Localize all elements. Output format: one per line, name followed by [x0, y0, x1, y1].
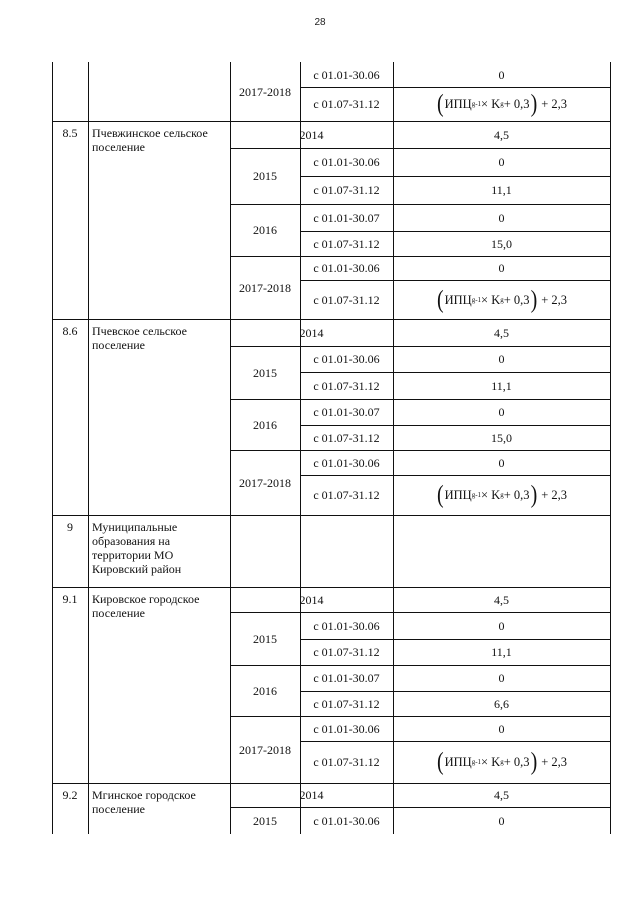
index-value: 0	[498, 155, 505, 169]
period-year: 2016	[253, 417, 277, 432]
date-range: с 01.01-30.06	[313, 352, 380, 366]
period-year: 2015	[253, 365, 277, 380]
formula-subscript: g	[500, 491, 504, 499]
row-number	[52, 62, 88, 121]
formula-subscript: g-1	[471, 491, 482, 499]
row-number: 8.5	[62, 126, 78, 140]
formula-addend: + 0,3	[503, 292, 530, 307]
index-formula	[393, 87, 610, 121]
period-year: 2015	[253, 631, 277, 646]
date-range: с 01.01-30.06	[313, 455, 380, 470]
date-range: с 01.01-30.06	[313, 618, 380, 633]
date-range: с 01.07-31.12	[313, 696, 380, 711]
row-number: 9.2	[62, 788, 78, 802]
index-value: 0	[498, 618, 505, 633]
index-value: 4,5	[494, 325, 509, 340]
index-value: 0	[498, 813, 505, 828]
formula-ipc: ИПЦ	[444, 97, 472, 111]
period-year: 2015	[253, 813, 277, 828]
formula-subscript: g	[500, 100, 504, 108]
index-value: 4,5	[494, 127, 509, 142]
date-range: с 01.01-30.06	[313, 155, 380, 169]
index-value: 15,0	[491, 430, 512, 445]
formula-addend: + 0,3	[503, 97, 530, 111]
formula-addend: + 0,3	[503, 488, 530, 502]
index-value: 11,1	[491, 645, 512, 659]
index-formula	[393, 280, 610, 319]
date-range: с 01.07-31.12	[313, 755, 380, 769]
date-range: с 01.07-31.12	[313, 292, 380, 307]
date-range: с 01.07-31.12	[313, 488, 380, 502]
row-number: 8.6	[62, 324, 78, 338]
date-range: с 01.01-30.07	[313, 671, 380, 685]
year-2014-label: 2014	[299, 788, 324, 802]
formula-paren: )	[530, 748, 538, 776]
index-value: 0	[498, 352, 505, 366]
index-value: 0	[498, 671, 505, 685]
settlement-name	[88, 62, 230, 121]
settlement-name: Мгинское городское поселение	[92, 788, 196, 816]
date-range: с 01.07-31.12	[313, 183, 380, 197]
year-2014-label: 2014	[299, 325, 324, 340]
year-2014-label: 2014	[299, 127, 324, 142]
formula-coefficient: × K	[481, 292, 501, 307]
date-range: с 01.01-30.06	[313, 67, 380, 82]
date-range: с 01.07-31.12	[313, 97, 380, 111]
period-year: 2017-2018	[239, 280, 291, 295]
settlement-name: Пчевское сельское поселение	[92, 324, 187, 352]
period-year: 2015	[253, 169, 277, 183]
formula-coefficient: × K	[481, 755, 501, 769]
index-value: 0	[498, 67, 505, 82]
formula-paren: (	[436, 481, 444, 509]
year-2014-label: 2014	[299, 592, 324, 607]
settlement-name: Пчевжинское сельское поселение	[92, 126, 208, 154]
date-range: с 01.07-31.12	[313, 378, 380, 393]
index-formula	[393, 475, 610, 515]
formula-suffix: + 2,3	[541, 755, 568, 769]
settlement-name: Кировское городское поселение	[92, 592, 200, 620]
formula-ipc: ИПЦ	[444, 488, 472, 502]
period-year: 2016	[253, 223, 277, 237]
formula-subscript: g-1	[471, 100, 482, 108]
formula-subscript: g-1	[471, 295, 482, 304]
date-range: с 01.01-30.07	[313, 210, 380, 225]
formula-subscript: g	[500, 295, 504, 304]
index-value: 0	[498, 261, 505, 275]
index-value: 4,5	[494, 788, 509, 802]
period-year: 2017-2018	[239, 742, 291, 757]
formula-suffix: + 2,3	[541, 292, 568, 307]
index-value: 15,0	[491, 236, 512, 251]
formula-ipc: ИПЦ	[444, 292, 472, 307]
index-value: 6,6	[494, 696, 509, 711]
formula-paren: )	[530, 285, 538, 314]
index-value: 4,5	[494, 592, 509, 607]
index-formula	[393, 741, 610, 783]
formula-paren: (	[436, 748, 444, 776]
date-range: с 01.07-31.12	[313, 430, 380, 445]
formula-subscript: g-1	[471, 758, 482, 766]
period-year: 2017-2018	[239, 84, 291, 99]
page-number: 28	[314, 17, 326, 28]
row-number: 9	[67, 520, 73, 534]
period-year: 2016	[253, 683, 277, 698]
date-range: с 01.01-30.07	[313, 405, 380, 419]
formula-addend: + 0,3	[503, 755, 530, 769]
formula-coefficient: × K	[481, 488, 501, 502]
index-value: 0	[498, 721, 505, 736]
index-value: 0	[498, 455, 505, 470]
formula-paren: )	[530, 90, 538, 118]
formula-coefficient: × K	[481, 97, 501, 111]
table-rule	[300, 515, 301, 587]
formula-suffix: + 2,3	[541, 488, 568, 502]
settlement-name: Муниципальные образования на территории МО Кировский район	[92, 520, 182, 576]
date-range: с 01.01-30.06	[313, 813, 380, 828]
index-value: 11,1	[491, 183, 512, 197]
formula-suffix: + 2,3	[541, 97, 568, 111]
index-value: 11,1	[491, 378, 512, 393]
formula-subscript: g	[500, 758, 504, 766]
formula-paren: (	[436, 285, 444, 314]
row-number: 9.1	[62, 592, 78, 606]
formula-ipc: ИПЦ	[444, 755, 472, 769]
date-range: с 01.01-30.06	[313, 261, 380, 275]
formula-paren: )	[530, 481, 538, 509]
date-range: с 01.07-31.12	[313, 645, 380, 659]
period-year: 2017-2018	[239, 475, 291, 490]
formula-paren: (	[436, 90, 444, 118]
index-value: 0	[498, 210, 505, 225]
index-value: 0	[498, 405, 505, 419]
date-range: с 01.07-31.12	[313, 236, 380, 251]
date-range: с 01.01-30.06	[313, 721, 380, 736]
